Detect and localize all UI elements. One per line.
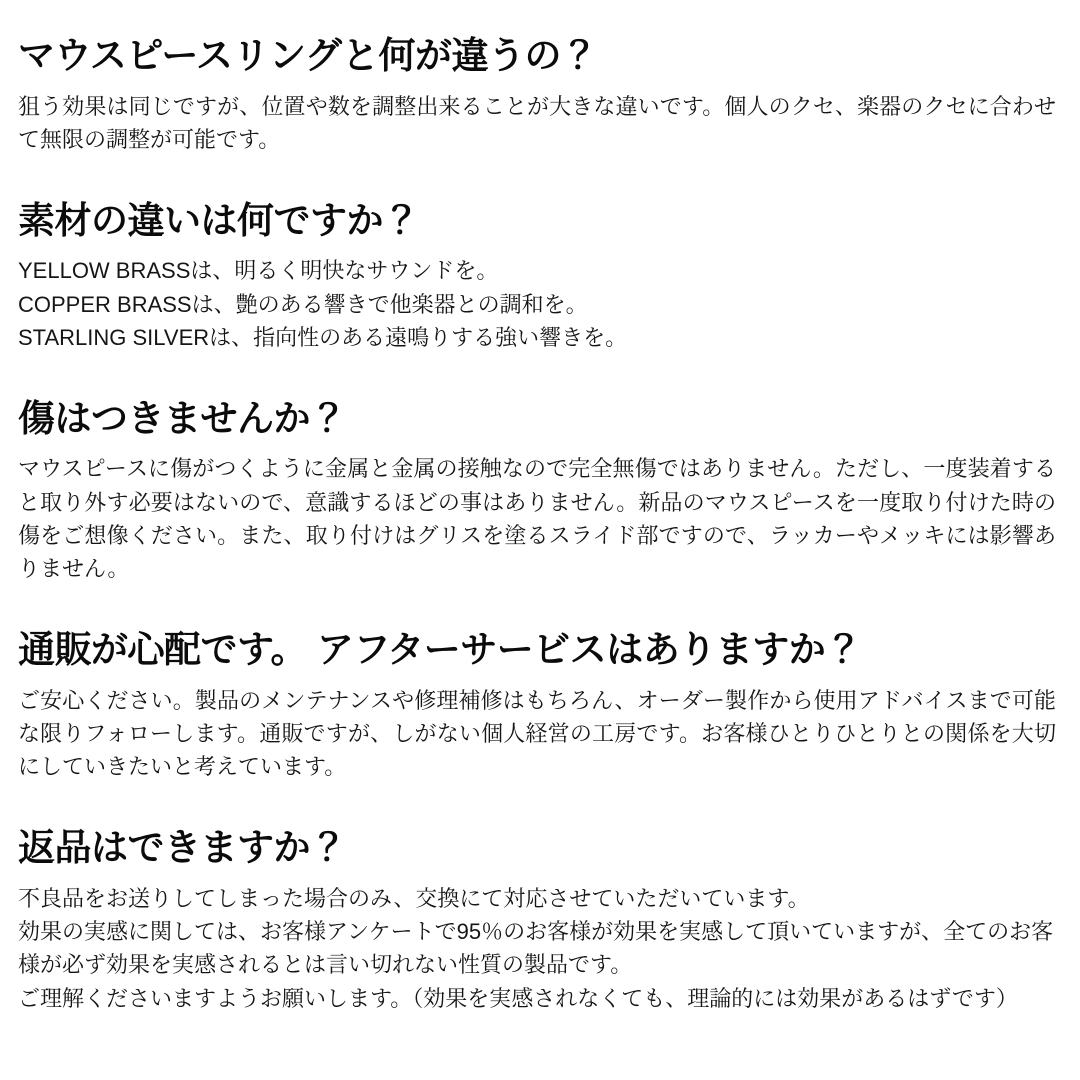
faq-answer: [18, 254, 1058, 354]
faq-question: 傷はつきませんか？: [18, 397, 347, 439]
faq-answer: マウスピースに傷がつくように金属と金属の接触なので完全無傷ではありません。ただし、一度装着すると取り外す必要はないので、意識するほどの事はありません。新品のマウスピースを一度取り付けた時の傷をご想像ください。また、取り付けはグリスを塗るスライド部ですので、ラッカーやメッキには影響ありません。: [18, 456, 1056, 582]
faq-answer: ご安心ください。製品のメンテナンスや修理補修はもちろん、オーダー製作から使用アドバイスまで可能な限りフォローします。通販ですが、しがない個人経営の工房です。お客様ひとりひとりとの関係を大切にしていきたいと考えています。: [18, 687, 1056, 780]
faq-item-5: [18, 826, 1058, 1015]
faq-item-2: [18, 199, 1058, 355]
faq-question: 素材の違いは何ですか？: [18, 199, 420, 241]
faq-answer-line: YELLOW BRASSは、明るく明快なサウンドを。: [18, 258, 499, 284]
faq-answer: 狙う効果は同じですが、位置や数を調整出来ることが大きな違いです。個人のクセ、楽器のクセに合わせて無限の調整が可能です。: [18, 93, 1056, 153]
faq-item-4: [18, 628, 1058, 784]
faq-item-3: [18, 397, 1058, 586]
faq-question: マウスピースリングと何が違うの？: [18, 35, 598, 76]
faq-answer-line: 効果の実感に関しては、お客様アンケートで95％のお客様が効果を実感して頂いていますが、全てのお客様が必ず効果を実感されるとは言い切れない性質の製品です。: [18, 918, 1054, 978]
faq-answer-line: 不良品をお送りしてしまった場合のみ、交換にて対応させていただいています。: [18, 885, 810, 911]
faq-answer-line: ご理解くださいますようお願いします。（効果を実感されなくても、理論的には効果があるはずです）: [18, 985, 1018, 1011]
faq-answer-line: STARLING SILVERは、指向性のある遠鳴りする強い響きを。: [18, 325, 628, 351]
faq-answer-line: COPPER BRASSは、艶のある響きで他楽器との調和を。: [18, 291, 588, 317]
faq-question: 通販が心配です。 アフターサービスはありますか？: [18, 628, 862, 670]
faq-answer: [18, 882, 1058, 1016]
faq-question: 返品はできますか？: [18, 826, 347, 868]
faq-item-1: [18, 34, 1058, 157]
